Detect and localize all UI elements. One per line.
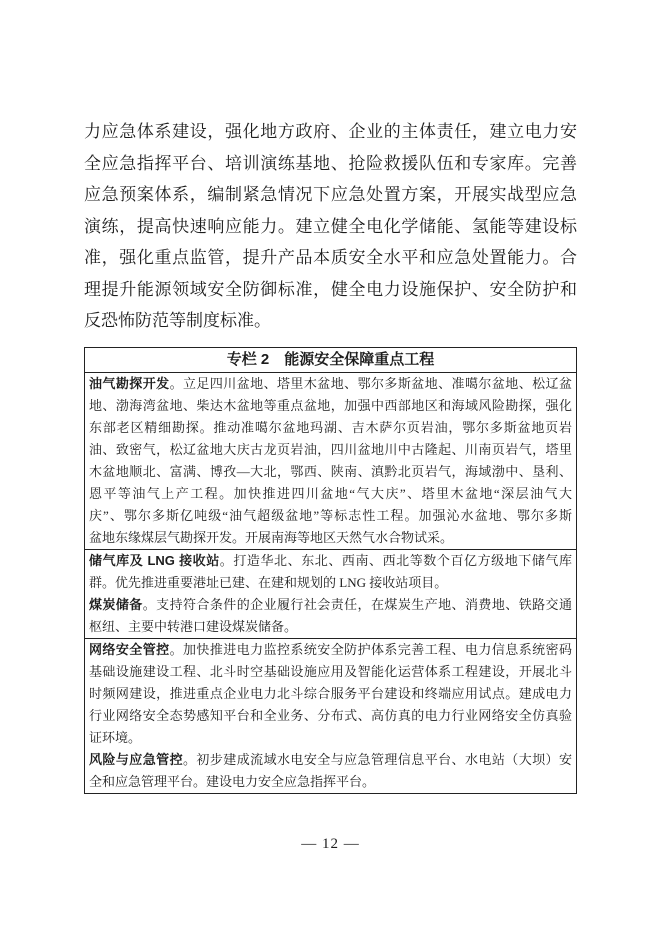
- text-line: 应急预案体系，编制紧急情况下应急处置方案，开展实战型应急: [84, 185, 577, 204]
- panel-row: [85, 639, 576, 793]
- text-line: 全和应急管理平台。建设电力安全应急指挥平台。: [89, 773, 376, 789]
- text-line: 基础设施建设工程、北斗时空基础设施应用及智能化运营体系工程建设，开展北斗: [89, 663, 572, 679]
- text-line: 油气勘探开发。立足四川盆地、塔里木盆地、鄂尔多斯盆地、准噶尔盆地、松辽盆: [89, 375, 572, 391]
- text-line: 证环境。: [89, 729, 142, 745]
- entry-label: 风险与应急管控: [89, 751, 183, 767]
- text-line: 全应急指挥平台、培训演练基地、抢险救援队伍和专家库。完善: [84, 153, 577, 173]
- text-line: 地、渤海湾盆地、柴达木盆地等重点盆地，加强中西部地区和海域风险勘探，强化: [89, 397, 572, 413]
- entry-label: 油气勘探开发: [89, 375, 170, 391]
- panel-row: [85, 550, 576, 639]
- text-line: 准，强化重点监管，提升产品本质安全水平和应急处置能力。合: [84, 248, 577, 267]
- text-line: 恩平等油气上产工程。加快推进四川盆地“气大庆”、塔里木盆地“深层油气大: [89, 485, 572, 501]
- text-line: 时频网建设，推进重点企业电力北斗综合服务平台建设和终端应用试点。建成电力: [89, 685, 572, 701]
- text-line: 群。优先推进重要港址已建、在建和规划的 LNG 接收站项目。: [89, 574, 448, 590]
- text-line: 庆”、鄂尔多斯亿吨级“油气超级盆地”等标志性工程。加强沁水盆地、鄂尔多斯: [89, 507, 572, 523]
- text-line: 煤炭储备。支持符合条件的企业履行社会责任，在煤炭生产地、消费地、铁路交通: [89, 596, 572, 612]
- text-line: 东部老区精细勘探。推动准噶尔盆地玛湖、吉木萨尔页岩油，鄂尔多斯盆地页岩: [89, 419, 572, 435]
- panel-rows: [85, 373, 576, 793]
- text-line: 行业网络安全态势感知平台和全业务、分布式、高仿真的电力行业网络安全仿真验: [89, 707, 572, 723]
- page-number: — 12 —: [301, 836, 360, 852]
- panel-row: [85, 373, 576, 550]
- entry-label: 储气库及 LNG 接收站: [89, 552, 220, 568]
- text-line: 网络安全管控。加快推进电力监控系统安全防护体系完善工程、电力信息系统密码: [89, 641, 572, 657]
- text-line: 理提升能源领域安全防御标准，健全电力设施保护、安全防护和: [84, 279, 577, 299]
- text-line: 反恐怖防范等制度标准。: [84, 311, 271, 330]
- text-line: 储气库及 LNG 接收站。打造华北、东北、西南、西北等数个百亿方级地下储气库: [89, 552, 572, 568]
- text-line: 风险与应急管控。初步建成流域水电安全与应急管理信息平台、水电站（大坝）安: [89, 751, 572, 767]
- text-line: 演练，提高快速响应能力。建立健全电化学储能、氢能等建设标: [84, 216, 577, 236]
- text-line: 油、致密气，松辽盆地大庆古龙页岩油，四川盆地川中古隆起、川南页岩气，塔里: [89, 441, 572, 457]
- entry-label: 煤炭储备: [89, 596, 143, 612]
- text-line: 力应急体系建设，强化地方政府、企业的主体责任，建立电力安: [84, 122, 577, 141]
- text-line: 木盆地顺北、富满、博孜—大北，鄂西、陕南、滇黔北页岩气，海域渤中、垦利、: [89, 463, 572, 479]
- text-line: 枢纽、主要中转港口建设煤炭储备。: [89, 618, 298, 634]
- body-paragraph: [84, 116, 577, 337]
- panel-title: 专栏 2 能源安全保障重点工程: [85, 348, 576, 373]
- special-column-panel: [84, 347, 577, 794]
- entry-label: 网络安全管控: [89, 641, 170, 657]
- text-line: 盆地东缘煤层气勘探开发。开展南海等地区天然气水合物试采。: [89, 529, 454, 545]
